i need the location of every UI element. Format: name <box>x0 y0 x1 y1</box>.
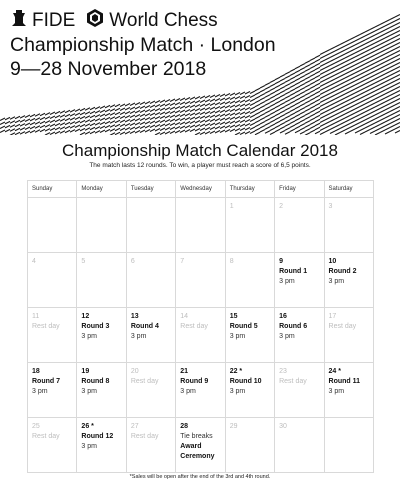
event-label: Round 6 <box>279 323 308 330</box>
calendar-subtitle: The match lasts 12 rounds. To win, a player must reach a score of 6,5 points. <box>89 162 311 169</box>
calendar-day-cell <box>176 198 225 253</box>
weekday-header-row <box>28 181 374 198</box>
weekday-header: Sunday <box>28 181 77 198</box>
event-label: Round 1 <box>279 268 308 275</box>
calendar-day-cell <box>77 198 126 253</box>
calendar-week-row <box>28 308 374 363</box>
start-time: 3 pm <box>328 388 345 395</box>
calendar-day-cell <box>324 198 373 253</box>
calendar-day-cell <box>225 363 274 418</box>
start-time: 3 pm <box>81 443 97 450</box>
event-label: Round 3 <box>81 323 110 330</box>
brand-logos <box>10 8 218 34</box>
calendar-day-cell <box>176 418 225 473</box>
calendar-day-cell <box>77 418 126 473</box>
fide-brand-text: FIDE <box>32 10 76 31</box>
calendar-day-cell <box>126 363 175 418</box>
day-number: 8 <box>229 258 234 265</box>
day-number: 16 <box>279 313 287 320</box>
calendar-day-cell <box>126 198 175 253</box>
calendar-week-row <box>28 418 374 473</box>
day-number: 24 * <box>328 368 341 375</box>
calendar-day-cell <box>28 198 77 253</box>
event-label: Round 10 <box>229 378 262 385</box>
day-number: 30 <box>279 423 287 430</box>
day-number: 13 <box>130 313 139 320</box>
rest-day-label: Rest day <box>328 323 357 330</box>
day-number: 23 <box>279 368 287 375</box>
day-number: 12 <box>81 313 90 320</box>
day-number: 29 <box>229 423 238 430</box>
rest-day-label: Rest day <box>180 323 208 330</box>
start-time: 3 pm <box>32 388 48 395</box>
event-label: Round 8 <box>81 378 110 385</box>
fide-logo-icon <box>10 8 28 34</box>
calendar-day-cell <box>275 253 324 308</box>
match-calendar-table <box>27 180 374 473</box>
day-number: 6 <box>130 258 135 265</box>
start-time: 3 pm <box>81 388 97 395</box>
start-time: 3 pm <box>81 333 97 340</box>
event-label: Round 5 <box>229 323 258 330</box>
event-label: Round 12 <box>81 433 114 440</box>
day-number: 1 <box>229 203 234 210</box>
calendar-day-cell <box>225 418 274 473</box>
calendar-day-cell <box>28 253 77 308</box>
day-number: 4 <box>32 258 36 265</box>
rest-day-label: Rest day <box>32 433 60 440</box>
day-number: 21 <box>180 368 189 375</box>
day-number: 11 <box>32 313 40 320</box>
calendar-day-cell <box>126 308 175 363</box>
calendar-day-cell <box>275 418 324 473</box>
day-number: 7 <box>180 258 185 265</box>
world-chess-brand-text: World Chess <box>109 10 218 31</box>
calendar-day-cell <box>77 308 126 363</box>
day-number: 9 <box>279 258 284 265</box>
start-time: 3 pm <box>279 278 295 285</box>
day-number: 14 <box>180 313 189 320</box>
world-chess-logo-icon <box>85 8 105 34</box>
calendar-day-cell <box>28 363 77 418</box>
event-label: Tie breaks <box>180 433 213 440</box>
event-title: Championship Match · London <box>10 34 276 56</box>
day-number: 28 <box>180 423 189 430</box>
rest-day-label: Rest day <box>279 378 307 385</box>
calendar-day-cell <box>28 308 77 363</box>
event-label: Round 2 <box>328 268 357 275</box>
rest-day-label: Rest day <box>32 323 60 330</box>
day-number: 27 <box>130 423 139 430</box>
day-number: 25 <box>32 423 40 430</box>
calendar-day-cell <box>28 418 77 473</box>
rest-day-label: Rest day <box>130 433 159 440</box>
day-number: 3 <box>328 203 333 210</box>
event-label-secondary: Award Ceremony <box>180 443 215 460</box>
calendar-day-cell <box>225 253 274 308</box>
start-time: 3 pm <box>328 278 345 285</box>
calendar-day-cell <box>225 308 274 363</box>
event-label: Round 4 <box>130 323 159 330</box>
calendar-day-cell <box>77 253 126 308</box>
day-number: 5 <box>81 258 86 265</box>
calendar-day-cell <box>126 253 175 308</box>
day-number: 26 * <box>81 423 94 430</box>
sales-footnote: *Sales will be open after the end of the 3rd and 4th round. <box>129 474 271 480</box>
day-number: 22 * <box>229 368 243 375</box>
day-number: 20 <box>130 368 139 375</box>
calendar-day-cell <box>275 308 324 363</box>
calendar-week-row <box>28 198 374 253</box>
weekday-header: Wednesday <box>176 181 225 198</box>
calendar-day-cell <box>225 198 274 253</box>
rest-day-label: Rest day <box>130 378 159 385</box>
day-number: 19 <box>81 368 90 375</box>
weekday-header: Tuesday <box>126 181 175 198</box>
day-number: 17 <box>328 313 337 320</box>
day-number: 15 <box>229 313 238 320</box>
weekday-header: Monday <box>77 181 126 198</box>
calendar-day-cell <box>324 308 373 363</box>
calendar-day-cell <box>324 253 373 308</box>
calendar-week-row <box>28 363 374 418</box>
event-dates: 9—28 November 2018 <box>10 58 207 80</box>
calendar-day-cell <box>324 363 373 418</box>
event-label: Round 11 <box>328 378 361 385</box>
event-label: Round 7 <box>32 378 60 385</box>
weekday-header: Friday <box>275 181 324 198</box>
calendar-title: Championship Match Calendar 2018 <box>62 141 338 160</box>
weekday-header: Thursday <box>225 181 274 198</box>
start-time: 3 pm <box>229 333 246 340</box>
calendar-day-cell <box>324 418 373 473</box>
day-number: 10 <box>328 258 337 265</box>
event-header <box>0 0 400 135</box>
start-time: 3 pm <box>180 388 196 395</box>
calendar-week-row <box>28 253 374 308</box>
calendar-day-cell <box>275 198 324 253</box>
start-time: 3 pm <box>279 333 295 340</box>
day-number: 18 <box>32 368 40 375</box>
calendar-day-cell <box>126 418 175 473</box>
calendar-day-cell <box>176 308 225 363</box>
event-label: Round 9 <box>180 378 209 385</box>
start-time: 3 pm <box>130 333 147 340</box>
calendar-day-cell <box>176 253 225 308</box>
calendar-day-cell <box>77 363 126 418</box>
calendar-day-cell <box>275 363 324 418</box>
start-time: 3 pm <box>229 388 246 395</box>
day-number: 2 <box>279 203 284 210</box>
calendar-day-cell <box>176 363 225 418</box>
weekday-header: Saturday <box>324 181 373 198</box>
